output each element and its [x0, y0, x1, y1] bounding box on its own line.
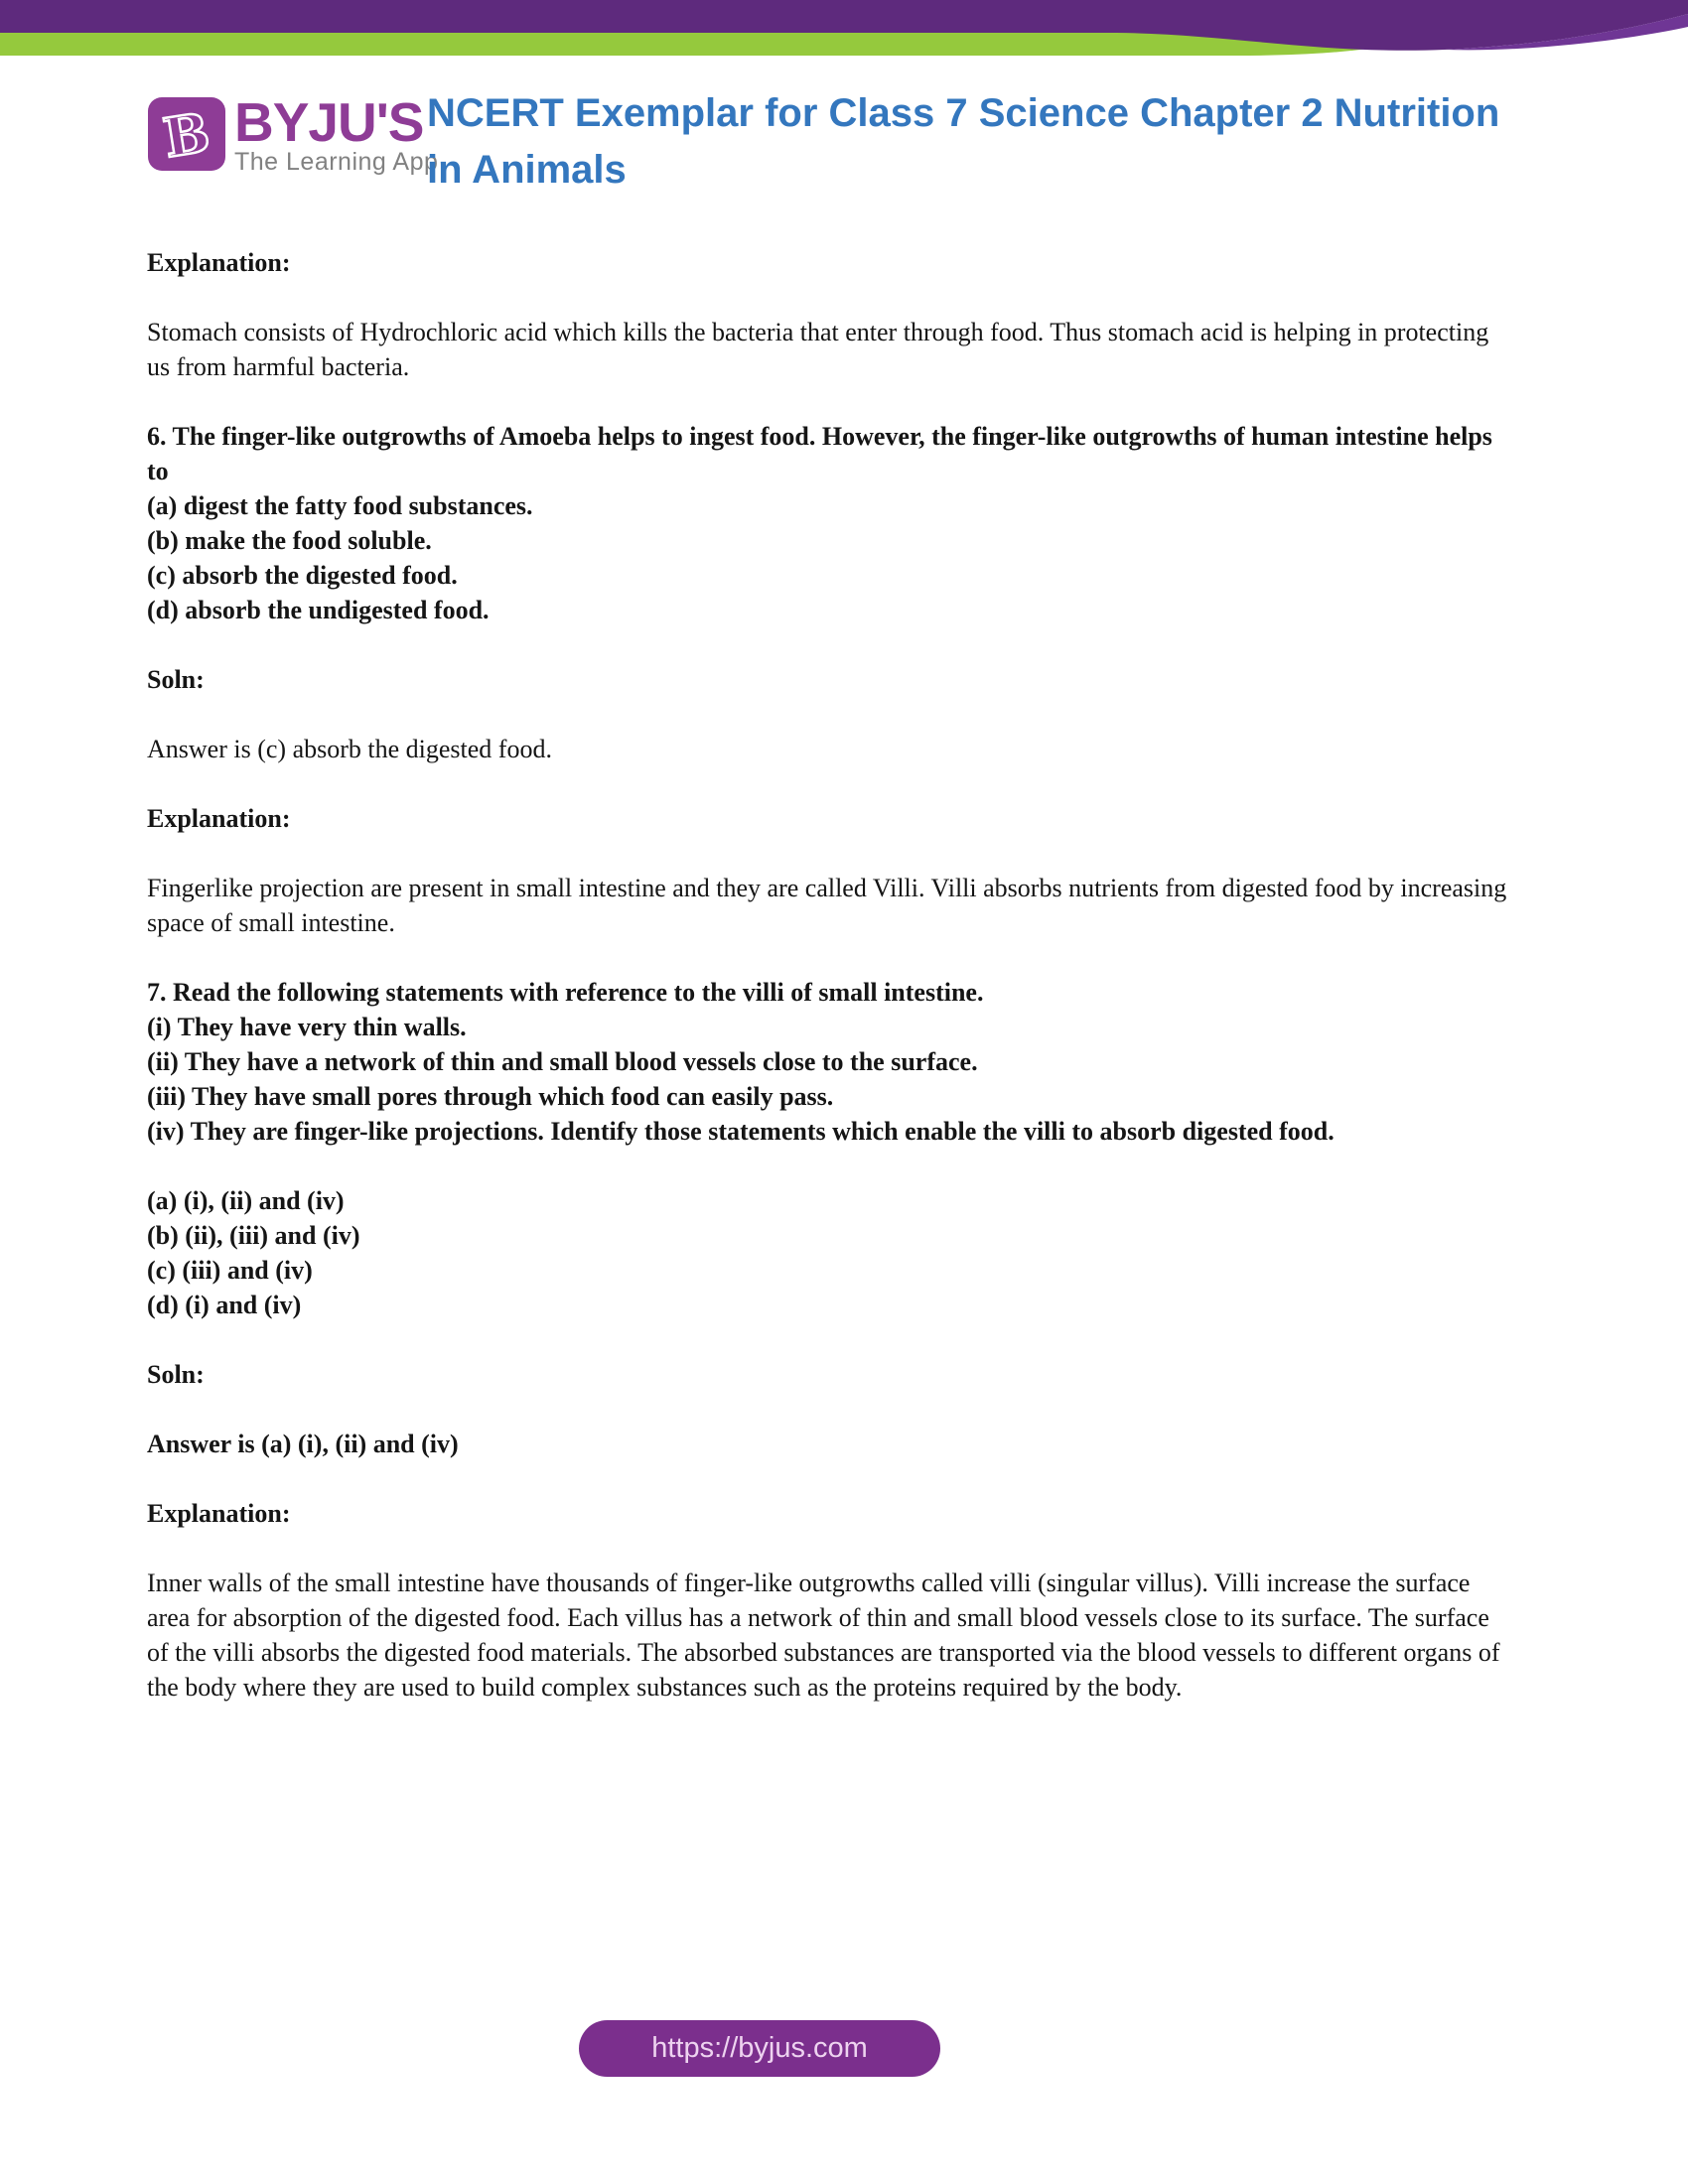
green-band-shape [0, 33, 1390, 56]
question-6-text: 6. The finger-like outgrowths of Amoeba helps to ingest food. However, the finger-like outgrowths of human intestine helps to [147, 422, 1492, 485]
question-6-option-c: (c) absorb the digested food. [147, 561, 458, 590]
question-6-option-d: (d) absorb the undigested food. [147, 596, 490, 624]
question-7-option-a: (a) (i), (ii) and (iv) [147, 1186, 345, 1215]
question-6-option-b: (b) make the food soluble. [147, 526, 432, 555]
soln-heading-q7: Soln: [147, 1360, 205, 1389]
logo-brand-text: BYJU'S [234, 91, 424, 153]
explanation-text-q7: Inner walls of the small intestine have thousands of finger-like outgrowths called villi (singular villus). Villi increase the surface area for absorption of the digested food. Each villus has a network of thin and small blood vessels close to its surface. The surface of the villi absorbs the digested food materials. The absorbed substances are transported via the blood vessels to different organs of the body where they are used to build complex substances such as the proteins required by the body. [147, 1569, 1500, 1702]
question-7-text: 7. Read the following statements with reference to the villi of small intestine. [147, 978, 984, 1007]
explanation-text-q6: Fingerlike projection are present in small intestine and they are called Villi. Villi absorbs nutrients from digested food by increasing space of small intestine. [147, 874, 1507, 937]
question-7-option-b: (b) (ii), (iii) and (iv) [147, 1221, 360, 1250]
explanation-text-q5: Stomach consists of Hydrochloric acid which kills the bacteria that enter through food. Thus stomach acid is helping in protecting us from harmful bacteria. [147, 318, 1489, 381]
question-7-statement-i: (i) They have very thin walls. [147, 1013, 467, 1041]
byjus-logo [147, 91, 439, 176]
question-7-statement-iv: (iv) They are finger-like projections. Identify those statements which enable the villi to absorb digested food. [147, 1117, 1335, 1146]
question-7-statement-ii: (ii) They have a network of thin and small blood vessels close to the surface. [147, 1047, 978, 1076]
document-body [147, 245, 1517, 1739]
page-title: NCERT Exemplar for Class 7 Science Chapter 2 Nutrition in Animals [427, 91, 1500, 192]
answer-q7: Answer is (a) (i), (ii) and (iv) [147, 1430, 459, 1458]
explanation-heading-q5: Explanation: [147, 248, 291, 277]
soln-heading-q6: Soln: [147, 665, 205, 694]
logo-tagline-text: The Learning App [234, 148, 439, 176]
question-6-option-a: (a) digest the fatty food substances. [147, 491, 533, 520]
question-7-option-c: (c) (iii) and (iv) [147, 1256, 313, 1285]
explanation-heading-q6: Explanation: [147, 804, 291, 833]
byjus-url-link[interactable]: https://byjus.com [579, 2020, 940, 2077]
question-7-option-d: (d) (i) and (iv) [147, 1291, 302, 1319]
byjus-b-icon [147, 96, 226, 172]
svg-text:B: B [159, 99, 214, 171]
question-7 [147, 975, 1517, 1149]
question-6 [147, 419, 1517, 627]
explanation-heading-q7: Explanation: [147, 1499, 291, 1528]
answer-q6: Answer is (c) absorb the digested food. [147, 735, 552, 763]
question-7-statement-iii: (iii) They have small pores through which food can easily pass. [147, 1082, 834, 1111]
question-7-options [147, 1183, 1517, 1322]
